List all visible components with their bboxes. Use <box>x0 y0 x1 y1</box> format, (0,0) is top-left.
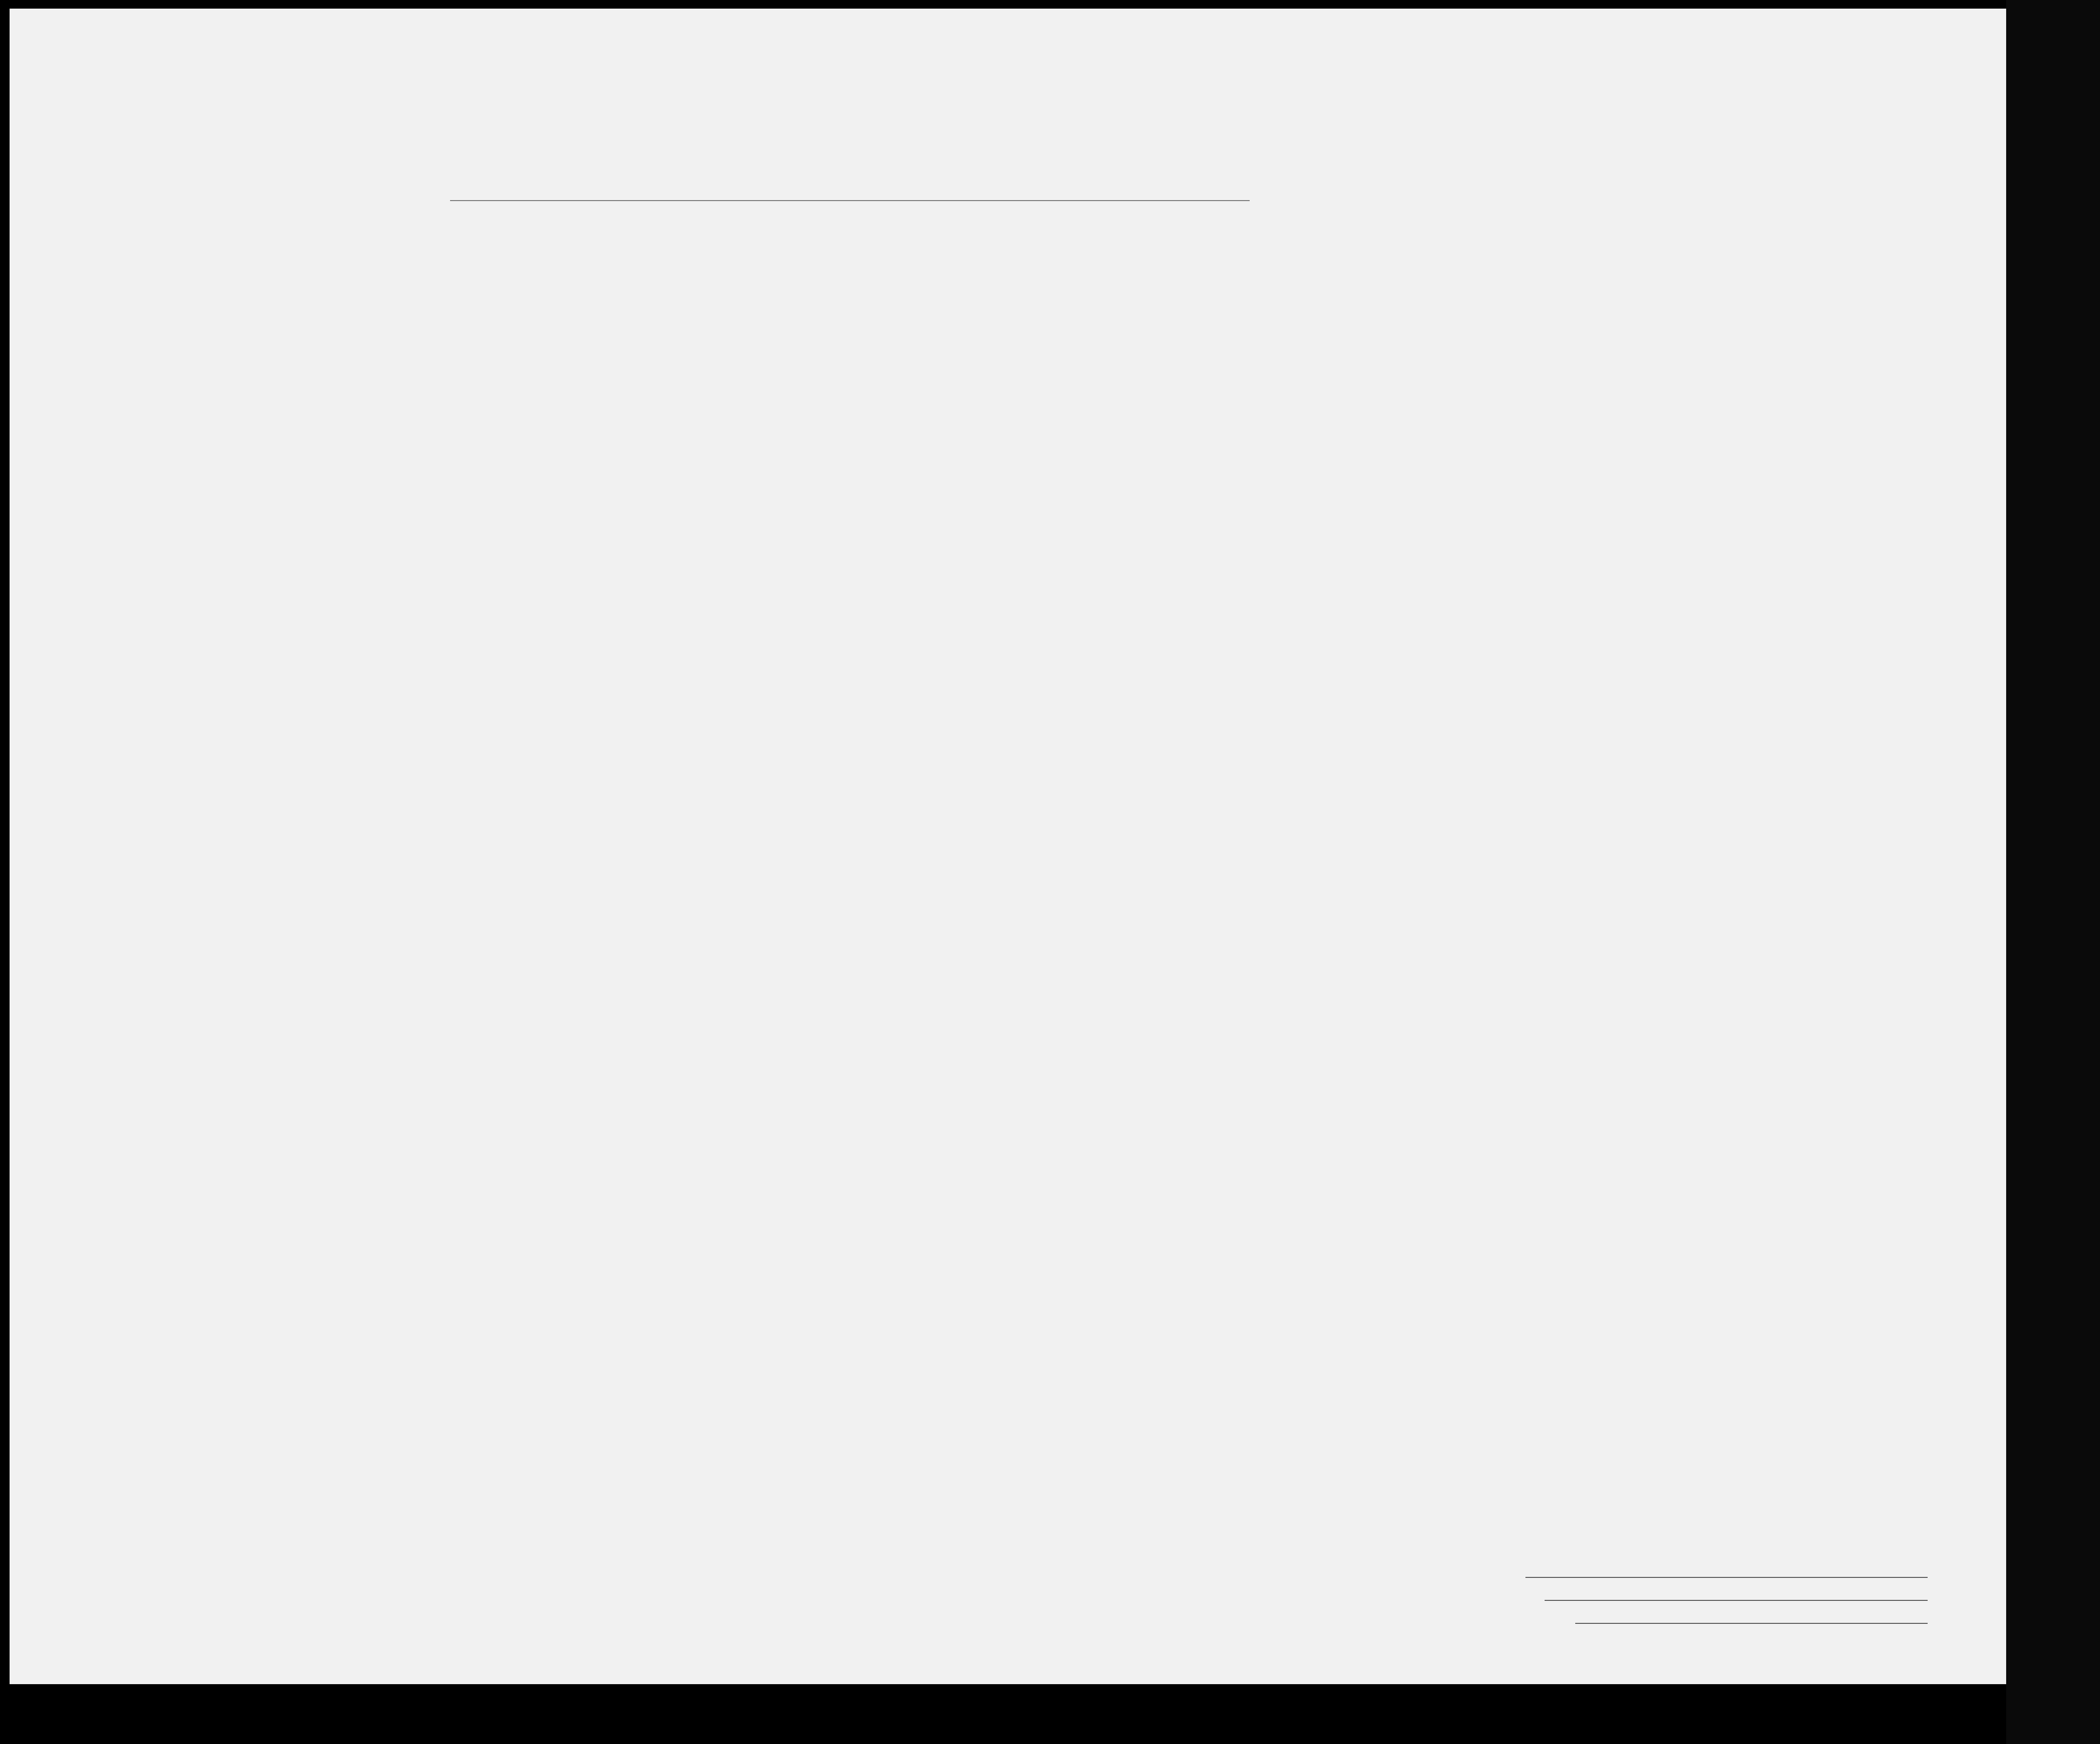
scan-border <box>2006 0 2100 1744</box>
manifest-sheet <box>10 9 2006 1684</box>
